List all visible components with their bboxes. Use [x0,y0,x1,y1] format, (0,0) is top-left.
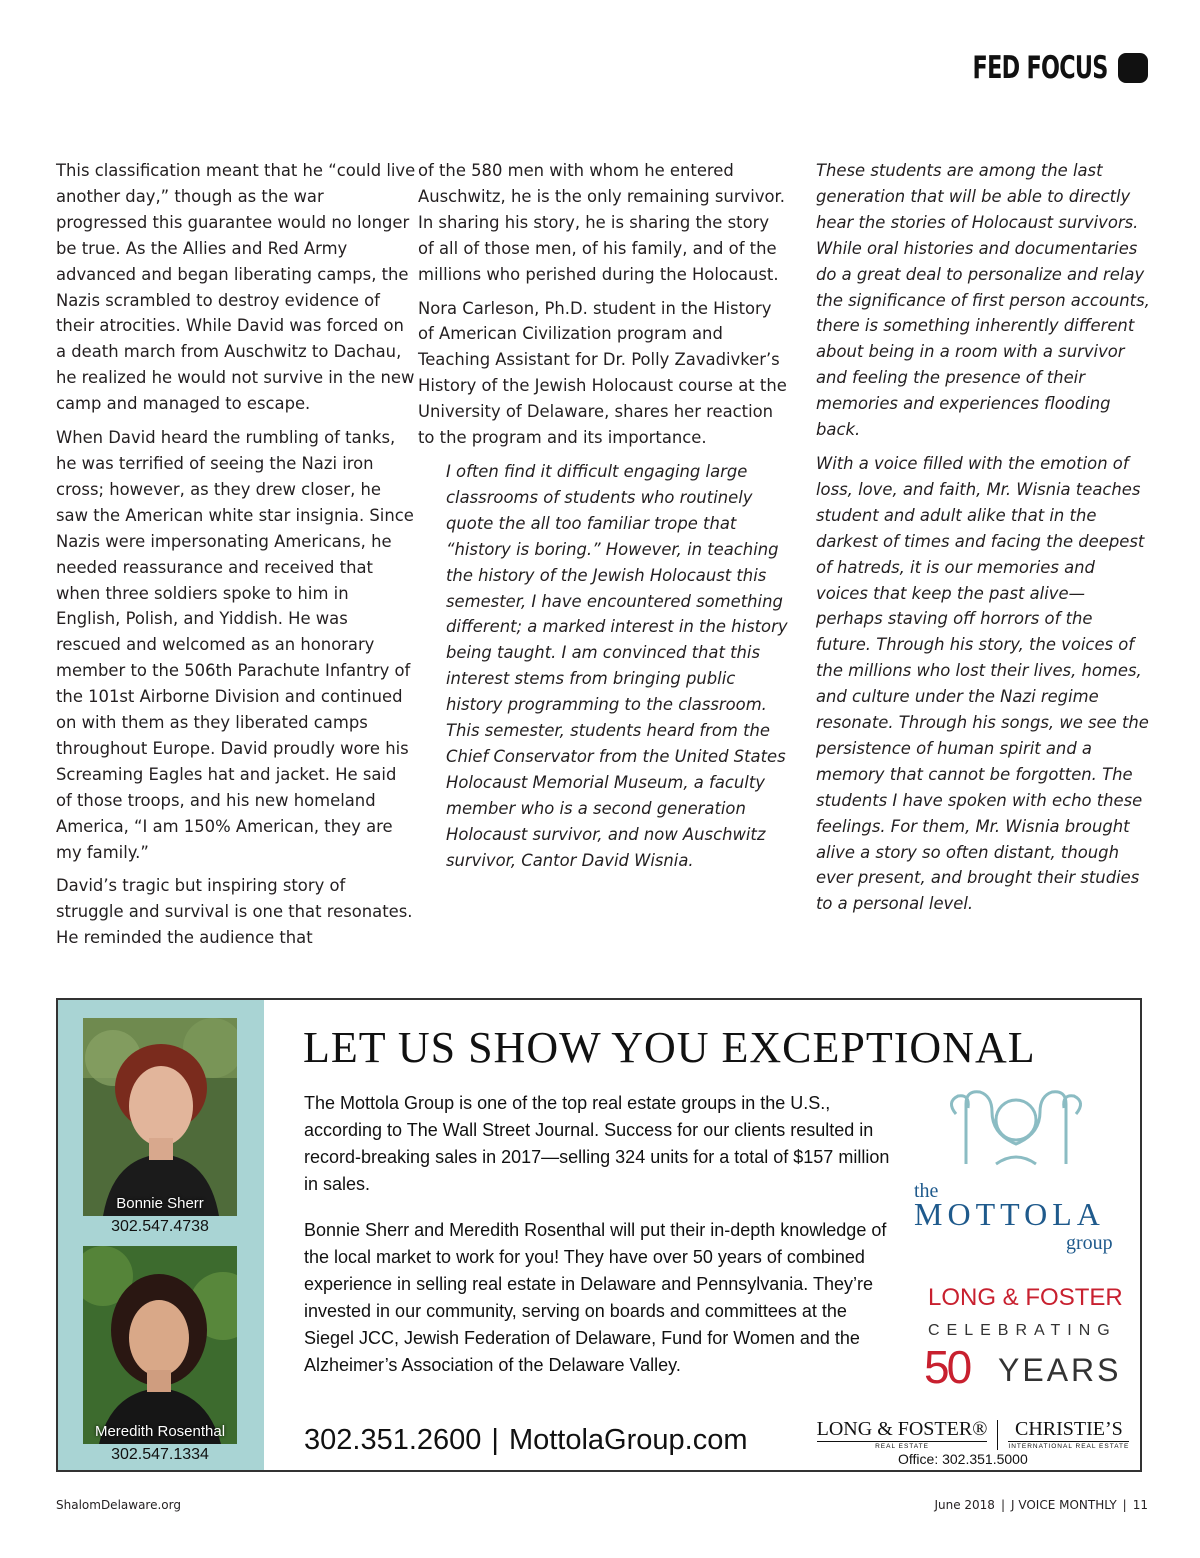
agent-panel [58,1000,264,1470]
footer-page-number: 11 [1132,1498,1148,1512]
logo-mottola: MOTTOLA [914,1196,1105,1232]
brand-logos [813,1418,1133,1450]
footer-date: June 2018 [934,1498,995,1512]
ad-paragraph: Bonnie Sherr and Meredith Rosenthal will put their in-depth knowledge of the local market to work for you! They have over 50 years of combined experience in selling real estate in Delaware and Pennsylvania. They’re invested in our community, serving on boards and committees at the Siegel JCC, Jewish Federation of Delaware, Fund for Women and the Alzheimer’s Association of the Delaware Valley. [304,1220,887,1375]
footer-separator: | [1122,1498,1127,1512]
christies-logo [1008,1418,1129,1450]
footer-folio [934,1498,1148,1512]
long-foster-logo [817,1418,988,1450]
footer-website[interactable]: ShalomDelaware.org [56,1498,181,1512]
brand-name: LONG & FOSTER® [816,1418,988,1440]
mottola-monogram-icon [946,1084,1086,1176]
ad-website-link[interactable]: MottolaGroup.com [508,1424,748,1456]
fifty-numeral: 50 [924,1341,970,1393]
agent-name: Meredith Rosenthal [94,1423,226,1440]
section-label [920,50,1148,86]
footer-publication: J VOICE MONTHLY [1011,1498,1117,1512]
celebrating-text: CELEBRATING [928,1322,1117,1339]
agent-photo-meredith [83,1246,237,1444]
section-tab-marker [1118,53,1148,83]
article-column-1 [56,158,416,959]
logo-group: group [1066,1232,1113,1254]
ad-phone[interactable]: 302.351.2600 [304,1424,482,1456]
section-title: FED FOCUS [972,50,1108,86]
brand-divider [997,1420,998,1450]
ad-headline: LET US SHOW YOU EXCEPTIONAL [303,1023,1036,1072]
article-column-3 [816,158,1151,925]
agent-photo-bonnie [83,1018,237,1216]
long-foster-wordmark: LONG & FOSTER [928,1284,1123,1311]
student-quote: I often find it difficult engaging large classrooms of students who routinely quote the all too familiar trope that “history is boring.” However, in teaching the history of the Jewish Holocaust this semester, I have encountered something different; a marked interest in the history being taught. I am convinced that this interest stems from bringing public history programming to the classroom. This semester, students heard from the Chief Conservator from the United States Holocaust Memorial Museum, a faculty member who is a second generation Holocaust survivor, and now Auschwitz survivor, Cantor David Wisnia. [446,461,788,870]
article-paragraph: When David heard the rumbling of tanks, he was terrified of seeing the Nazi iron cross; however, as they drew closer, he saw the American white star insignia. Since Nazis were impersonating Americans, he needed reassurance and received that when three soldiers spoke to him in English, Polish, and Yiddish. He was rescued and welcomed as an honorary member to the 506th Parachute Infantry of the 101st Airborne Division and continued on with them as they liberated camps throughout Europe. David proudly wore his Screaming Eagles hat and jacket. He said of those troops, and his new homeland America, “I am 150% American, they are my family.” [56,428,414,862]
agent-name: Bonnie Sherr [116,1195,204,1212]
agent-card [83,1246,237,1464]
ad-contact [304,1424,748,1457]
portrait-image [83,1246,237,1444]
article-paragraph: These students are among the last generation that will be able to directly hear the stories of Holocaust survivors. While oral histories and documentaries do a great deal to personalize and relay the significance of first person accounts, there is something inherently different about being in a room with a survivor and feeling the presence of their memories and experiences flooding back. [816,161,1150,440]
brand-sub: INTERNATIONAL REAL ESTATE [1008,1443,1130,1450]
agent-phone: 302.547.1334 [111,1446,209,1463]
mottola-advertisement [56,998,1142,1472]
article-paragraph: With a voice filled with the emotion of loss, love, and faith, Mr. Wisnia teaches student and adult alike that in the darkest of times and facing the deepest of hatreds, it is our memories and voices that keep the past alive—perhaps staving off horrors of the future. Through his story, the voices of the millions who lost their lives, homes, and culture under the Nazi regime resonate. Through his songs, we see the persistence of human spirit and a memory that cannot be forgotten. The students I have spoken with echo these feelings. For them, Mr. Wisnia brought alive a story so often distant, though ever present, and brought their studies to a personal level. [816,453,1149,914]
office-phone: Office: 302.351.5000 [898,1451,1028,1467]
ad-paragraph: The Mottola Group is one of the top real estate groups in the U.S., according to The Wall Street Journal. Success for our clients resulted in record-breaking sales in 2017—selling 324 units for a total of $157 million in sales. [304,1093,890,1194]
agent-phone: 302.547.4738 [111,1218,209,1235]
article-paragraph: David’s tragic but inspiring story of struggle and survival is one that resonates. He reminded the audience that [56,876,413,948]
article-paragraph: of the 580 men with whom he entered Auschwitz, he is the only remaining survivor. In sharing his story, he is sharing the story of all of those men, of his family, and of the millions who perished during the Holocaust. [418,161,785,284]
brand-name: CHRISTIE’S [1014,1418,1123,1440]
agent-card [83,1018,237,1236]
footer-separator: | [1000,1498,1005,1512]
portrait-image [83,1018,237,1216]
article-paragraph: Nora Carleson, Ph.D. student in the History of American Civilization program and Teaching Assistant for Dr. Polly Zavadivker’s History of the Jewish Holocaust course at the University of Delaware, shares her reaction to the program and its importance. [418,298,787,448]
article-paragraph: This classification meant that he “could live another day,” though as the war progressed this guarantee would no longer be true. As the Allies and Red Army advanced and began liberating camps, the Nazis scrambled to destroy evidence of their atrocities. While David was forced on a death march from Auschwitz to Dachau, he realized he would not survive in the new camp and managed to escape. [56,161,416,414]
article-column-2 [418,158,788,881]
ad-separator: | [491,1424,499,1456]
logo-the: the [914,1180,939,1202]
years-text: YEARS [998,1352,1122,1388]
brand-sub: REAL ESTATE [817,1441,988,1450]
